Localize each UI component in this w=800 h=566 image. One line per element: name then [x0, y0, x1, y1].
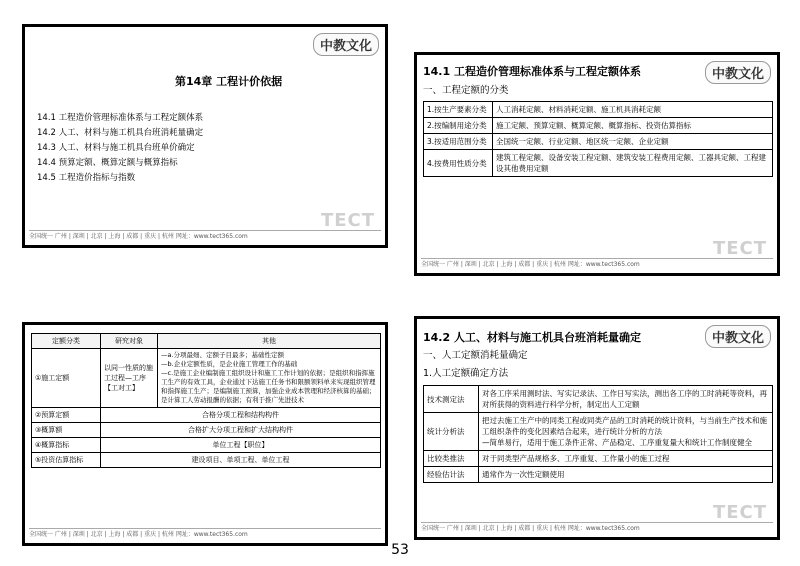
- section-subtitle: 一、工程定额的分类: [423, 85, 509, 96]
- row-label: 1.按生产要素分类: [424, 102, 493, 118]
- table-row: [32, 438, 381, 453]
- table-row: [424, 413, 773, 451]
- row-label: ②预算定额: [32, 408, 101, 423]
- column-header: 研究对象: [101, 334, 158, 349]
- quota-comparison-table: [31, 333, 381, 468]
- table-row: [424, 467, 773, 483]
- row-value: 合格扩大分项工程和扩大结构构件: [101, 423, 381, 438]
- table-row: [32, 423, 381, 438]
- row-label: 2.按编制用途分类: [424, 118, 493, 134]
- row-label: 统计分析法: [424, 413, 479, 451]
- logo: 中教文化: [705, 325, 771, 348]
- section-subtitle: 一、人工定额消耗量确定: [423, 350, 528, 361]
- table-row: [32, 349, 381, 408]
- logo: 中教文化: [705, 61, 771, 84]
- row-label: 经验估计法: [424, 467, 479, 483]
- slide-title: 第14章 工程计价依据: [175, 75, 283, 88]
- row-label: 技术测定法: [424, 386, 479, 413]
- classification-table: [423, 101, 773, 177]
- row-value: 单位工程【职位】: [101, 438, 381, 453]
- row-value: 通常作为一次性定额使用: [479, 467, 773, 483]
- row-value: 对于同类型产品规格多、工序重复、工作量小的施工过程: [479, 451, 773, 467]
- row-label: ③概算额: [32, 423, 101, 438]
- slide-title: 14.1 工程造价管理标准体系与工程定额体系: [423, 65, 641, 78]
- row-object: 以同一性质的施工过程—工序【工对工】: [101, 349, 158, 408]
- table-header-row: [32, 334, 381, 349]
- slide-footer: 全国统一 广州 | 深圳 | 北京 | 上海 | 成都 | 重庆 | 杭州 网址：www.tect365.com: [29, 230, 381, 243]
- watermark: TECT: [712, 238, 767, 259]
- row-value: 把过去施工生产中的同类工程或同类产品的工时消耗的统计资料，与当前生产技术和施工组织条件的变化因素结合起来，进行统计分析的方法 —简单易行，适用于施工条件正常、产品稳定、工序重复量大和统计工作制度健全: [479, 413, 773, 451]
- table-row: [424, 150, 773, 177]
- table-row: [424, 102, 773, 118]
- row-value: 人工消耗定额、材料消耗定额、施工机具消耗定额: [493, 102, 773, 118]
- table-row: [32, 453, 381, 468]
- slide-footer: 全国统一 广州 | 深圳 | 北京 | 上海 | 成都 | 重庆 | 杭州 网址：www.tect365.com: [421, 522, 773, 535]
- row-value: 建筑工程定额、设备安装工程定额、建筑安装工程费用定额、工器具定额、工程建设其他费用定额: [493, 150, 773, 177]
- table-row: [32, 408, 381, 423]
- row-value: 全国统一定额、行业定额、地区统一定额、企业定额: [493, 134, 773, 150]
- section-subtitle: 1.人工定额确定方法: [423, 368, 509, 379]
- toc-item: 14.2 人工、材料与施工机具台班消耗量确定: [37, 128, 204, 138]
- toc-item: 14.1 工程造价管理标准体系与工程定额体系: [37, 113, 204, 123]
- slide-footer: 全国统一 广州 | 深圳 | 北京 | 上海 | 成都 | 重庆 | 杭州 网址：www.tect365.com: [29, 528, 381, 541]
- row-label: ④概算指标: [32, 438, 101, 453]
- slide-footer: 全国统一 广州 | 深圳 | 北京 | 上海 | 成都 | 重庆 | 杭州 网址：www.tect365.com: [421, 258, 773, 271]
- logo: 中教文化: [313, 33, 379, 56]
- slide-chapter-toc: [22, 24, 388, 248]
- table-row: [424, 451, 773, 467]
- table-row: [424, 118, 773, 134]
- toc-item: 14.3 人工、材料与施工机具台班单价确定: [37, 143, 195, 153]
- method-table: [423, 385, 773, 483]
- toc-item: 14.4 预算定额、概算定额与概算指标: [37, 158, 178, 168]
- row-value: 合格分项工程和结构构件: [101, 408, 381, 423]
- table-row: [424, 134, 773, 150]
- toc-list: [37, 111, 203, 186]
- slide-labor-quota: [414, 316, 780, 540]
- column-header: 定额分类: [32, 334, 101, 349]
- row-value: 建设项目、单项工程、单位工程: [101, 453, 381, 468]
- row-label: 4.按费用性质分类: [424, 150, 493, 177]
- row-value: —a.分项最细、定额子目最多；基础性定额 —b.企业定额性质，是企业施工管理工作的基础 —c.是施工企业编制施工组织设计和施工工作计划的依据；是组织和指挥施工生产的有效工具，企业通过下达施工任务书和限额领料单来实现组织管理和指挥施工生产；是编制施工预算，加强企业成本管理和经济核算的基础；是计算工人劳动报酬的依据；有利于推广先进技术: [158, 349, 381, 408]
- page-number: 53: [391, 542, 409, 558]
- row-value: 施工定额、预算定额、概算定额、概算指标、投资估算指标: [493, 118, 773, 134]
- row-label: ⑤投资估算指标: [32, 453, 101, 468]
- watermark: TECT: [712, 502, 767, 523]
- toc-item: 14.5 工程造价指标与指数: [37, 173, 136, 183]
- row-value: 对各工序采用测时法、写实记录法、工作日写实法，测出各工序的工时消耗等资料，再对所获得的资料进行科学分析，制定出人工定额: [479, 386, 773, 413]
- table-row: [424, 386, 773, 413]
- slide-title: 14.2 人工、材料与施工机具台班消耗量确定: [423, 331, 641, 344]
- watermark: TECT: [320, 210, 375, 231]
- row-label: 比较类推法: [424, 451, 479, 467]
- row-label: 3.按适用范围分类: [424, 134, 493, 150]
- row-label: ①施工定额: [32, 349, 101, 408]
- slide-quota-classification: [414, 52, 780, 276]
- slide-quota-comparison: [22, 322, 388, 546]
- column-header: 其他: [158, 334, 381, 349]
